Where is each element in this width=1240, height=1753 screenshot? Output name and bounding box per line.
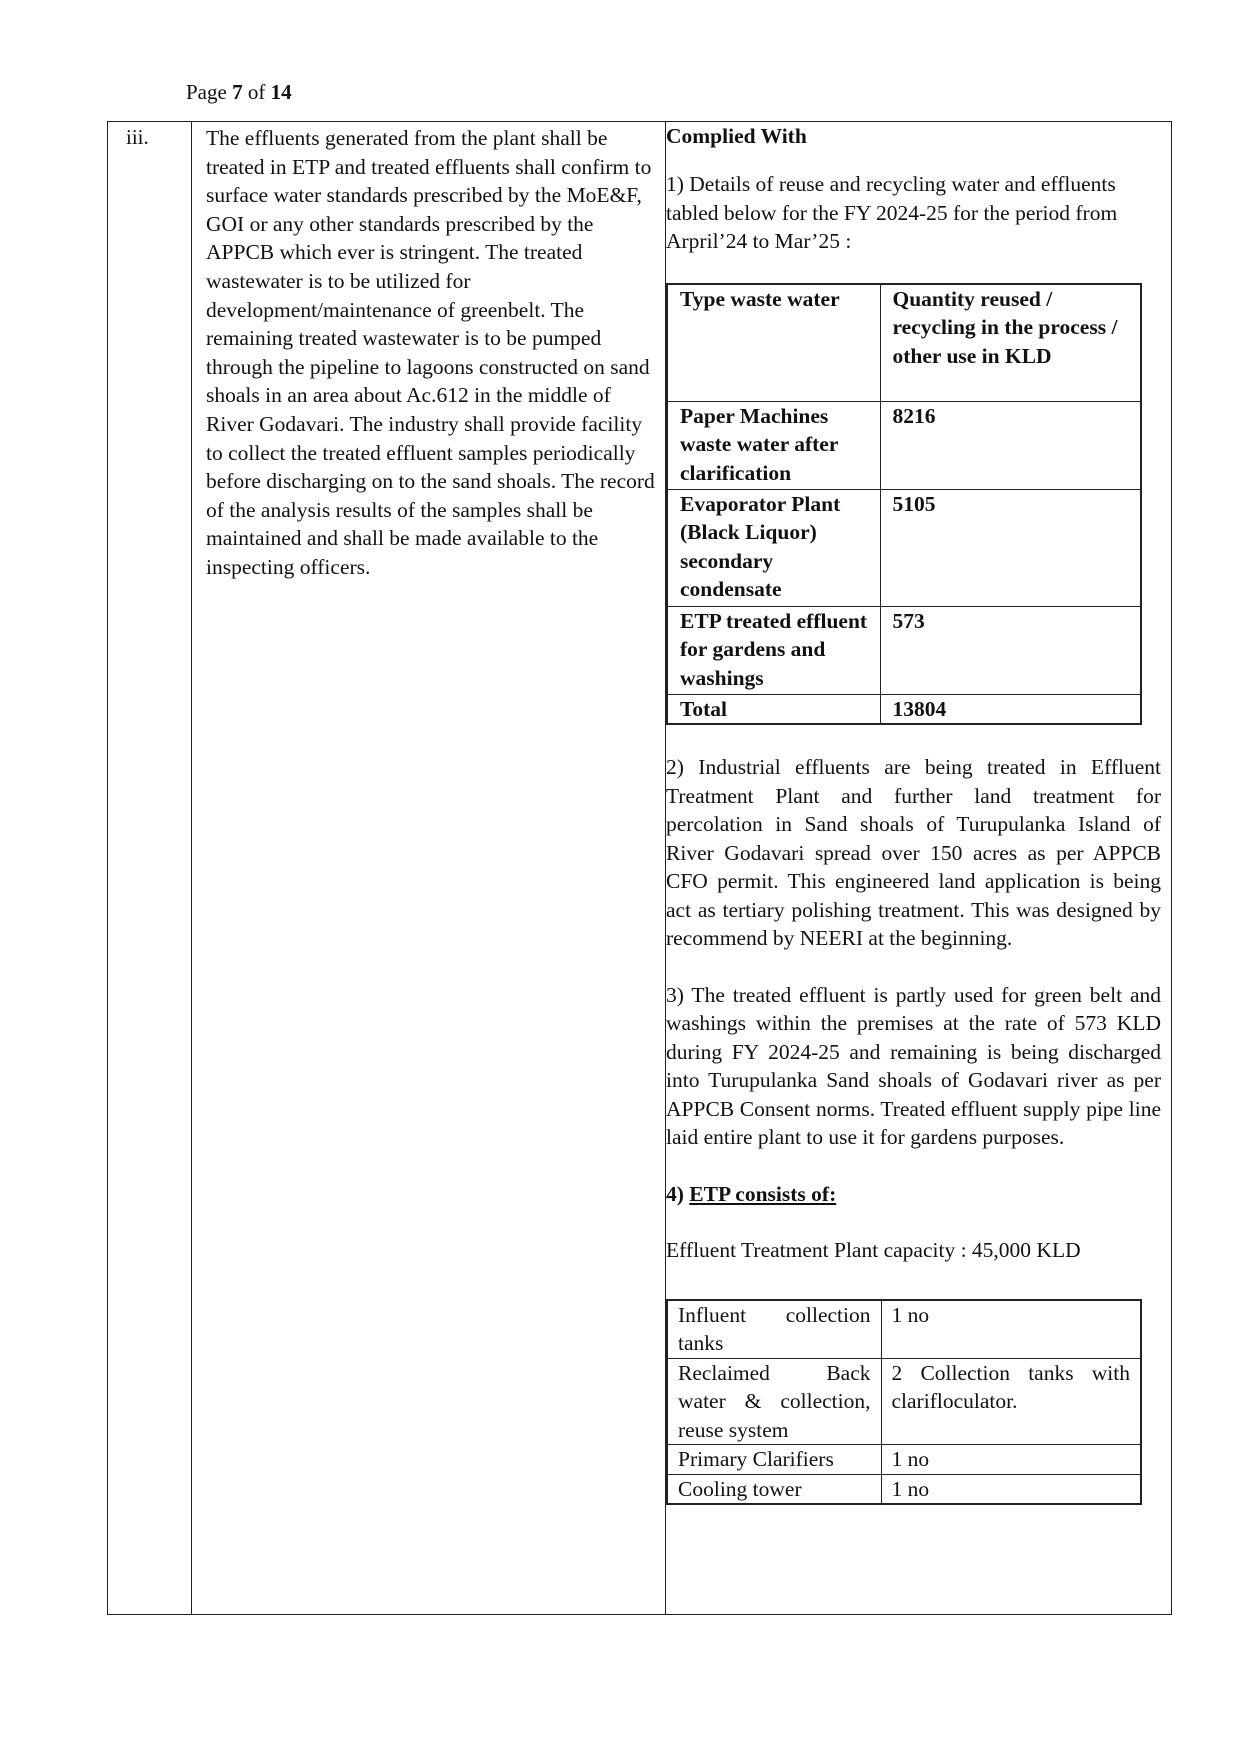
etp-heading: 4) ETP consists of:	[666, 1181, 837, 1206]
table-row	[667, 1445, 1141, 1475]
table-row	[667, 694, 1141, 724]
compliance-status: Complied With	[666, 124, 807, 148]
treatment-paragraph: 2) Industrial effluents are being treated in Effluent Treatment Plant and further land treatment for percolation in Sand shoals of Turupulanka Island of River Godavari spread over 150 acres as per APPCB CFO permit. This engineered land application is being act as tertiary polishing treatment. This was designed by recommend by NEERI at the beginning.	[666, 755, 1161, 950]
etp-unit: Influent collection tanks	[667, 1300, 881, 1359]
compliance-table	[107, 121, 1172, 1615]
status-cell	[666, 122, 1172, 1615]
etp-count: 1 no	[881, 1474, 1141, 1504]
table-row	[667, 1358, 1141, 1445]
condition-text: The effluents generated from the plant shall be treated in ETP and treated effluents shall confirm to surface water standards prescribed by the MoE&F, GOI or any other standards prescribed by the APPCB which ever is stringent. The treated wastewater is to be utilized for development/maintenance of greenbelt. The remaining treated wastewater is to be pumped through the pipeline to lagoons constructed on sand shoals in an area about Ac.612 in the middle of River Godavari. The industry shall provide facility to collect the treated effluent samples periodically before discharging on to the sand shoals. The record of the analysis results of the samples shall be maintained and shall be made available to the inspecting officers.	[206, 126, 655, 579]
reuse-table	[666, 283, 1142, 726]
serial-number: iii.	[126, 125, 149, 149]
reuse-header-type: Type waste water	[667, 284, 880, 402]
table-row	[667, 284, 1141, 402]
etp-unit: Reclaimed Back water & collection, reuse system	[667, 1358, 881, 1445]
green-belt-paragraph: 3) The treated effluent is partly used for green belt and washings within the premises at the rate of 573 KLD during FY 2024-25 and remaining is being discharged into Turupulanka Sand shoals of Godavari river as per APPCB Consent norms. Treated effluent supply pipe line laid entire plant to use it for gardens purposes.	[666, 982, 1161, 1149]
etp-count: 1 no	[881, 1300, 1141, 1359]
table-row	[667, 606, 1141, 694]
table-row	[667, 401, 1141, 489]
etp-count: 2 Collection tanks with clarifloculator.	[881, 1358, 1141, 1445]
reuse-type: Evaporator Plant (Black Liquor) secondary condensate	[667, 489, 880, 606]
reuse-type: ETP treated effluent for gardens and washings	[667, 606, 880, 694]
table-row	[667, 1300, 1141, 1359]
serial-number-cell	[108, 122, 192, 1615]
etp-count: 1 no	[881, 1445, 1141, 1475]
table-row	[667, 1474, 1141, 1504]
reuse-qty: 573	[880, 606, 1141, 694]
reuse-type: Paper Machines waste water after clarification	[667, 401, 880, 489]
page-number: Page 7 of 14	[186, 80, 292, 104]
reuse-qty: 5105	[880, 489, 1141, 606]
etp-unit: Primary Clarifiers	[667, 1445, 881, 1475]
reuse-total-label: Total	[667, 694, 880, 724]
reuse-total-value: 13804	[880, 694, 1141, 724]
condition-cell	[192, 122, 666, 1615]
reuse-qty: 8216	[880, 401, 1141, 489]
table-row	[108, 122, 1172, 1615]
reuse-intro: 1) Details of reuse and recycling water and effluents tabled below for the FY 2024-25 for the period from Arpril’24 to Mar’25 :	[666, 172, 1118, 253]
etp-table	[666, 1299, 1142, 1506]
table-row	[667, 489, 1141, 606]
etp-capacity: Effluent Treatment Plant capacity : 45,000 KLD	[666, 1238, 1081, 1262]
etp-unit: Cooling tower	[667, 1474, 881, 1504]
reuse-header-qty: Quantity reused / recycling in the process / other use in KLD	[880, 284, 1141, 402]
